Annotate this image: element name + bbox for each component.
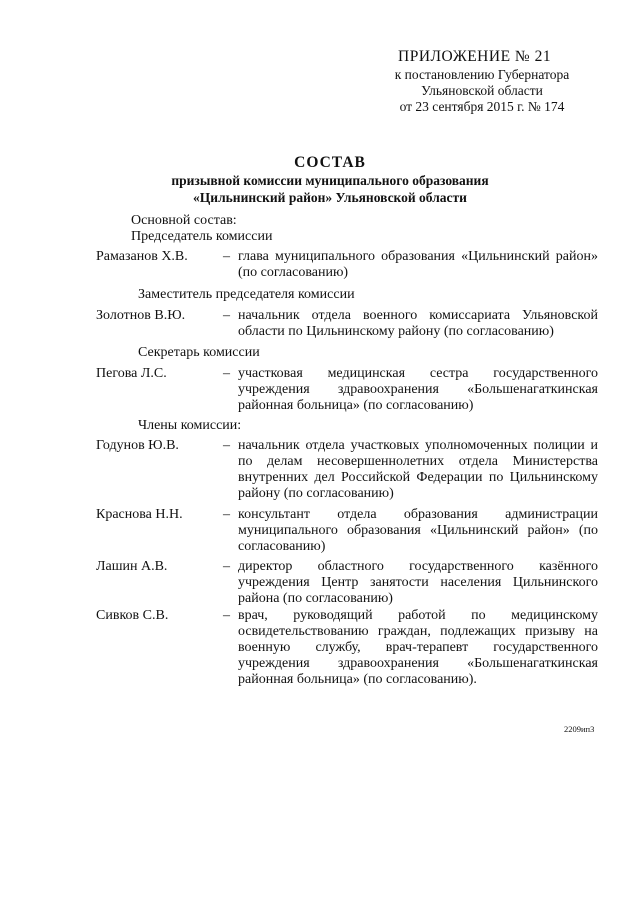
section-deputy: Заместитель председателя комиссии (138, 287, 355, 302)
member-entry (96, 608, 598, 688)
member-entry-deputy (96, 308, 598, 340)
title-line-district: «Цильнинский район» Ульяновской области (193, 190, 467, 205)
section-members: Члены комиссии: (138, 418, 242, 433)
member-position: участковая медицинская сестра государственного учреждения здравоохранения «Большенагаткинская районная больница» (по согласованию) (238, 366, 598, 413)
dash-separator: – (223, 366, 230, 381)
member-entry (96, 438, 598, 502)
dash-separator: – (223, 507, 230, 522)
section-secretary: Секретарь комиссии (138, 345, 260, 360)
member-name: Рамазанов Х.В. (96, 249, 188, 264)
title-main: СОСТАВ (294, 154, 366, 171)
member-name: Сивков С.В. (96, 608, 169, 623)
resolution-line: Ульяновской области (421, 83, 543, 98)
dash-separator: – (223, 438, 230, 453)
section-chairman: Председатель комиссии (131, 229, 273, 244)
dash-separator: – (223, 559, 230, 574)
member-name: Краснова Н.Н. (96, 507, 183, 522)
member-position: начальник отдела участковых уполномоченных полиции и по делам несовершеннолетних отдела Министерства внутренних дел Российской Федерации по Цильнинскому району (по согласованию) (238, 438, 598, 501)
resolution-line: к постановлению Губернатора (394, 67, 570, 82)
dash-separator: – (223, 608, 230, 623)
member-entry (96, 507, 598, 555)
document-code: 2209ип3 (564, 724, 595, 734)
member-position: глава муниципального образования «Цильнинский район» (по согласованию) (238, 249, 598, 280)
member-position: врач, руководящий работой по медицинскому освидетельствованию граждан, подлежащих призыву на военную службу, врач-терапевт государственного учреждения здравоохранения «Большенагаткинская районная больница» (по согласованию). (238, 608, 598, 687)
member-position: консультант отдела образования администрации муниципального образования «Цильнинский район» (по согласованию) (238, 507, 598, 554)
appendix-heading: ПРИЛОЖЕНИЕ № 21 (398, 48, 552, 65)
member-name: Годунов Ю.В. (96, 438, 179, 453)
section-main-composition: Основной состав: (131, 213, 237, 228)
member-position: начальник отдела военного комиссариата Ульяновской области по Цильнинскому району (по согласованию) (238, 308, 598, 339)
dash-separator: – (223, 308, 230, 323)
resolution-reference (372, 67, 592, 115)
title-line-commission: призывной комиссии муниципального образования (171, 173, 489, 188)
member-name: Пегова Л.С. (96, 366, 167, 381)
member-entry-secretary (96, 366, 598, 414)
member-name: Лашин А.В. (96, 559, 168, 574)
dash-separator: – (223, 249, 230, 264)
member-entry-chairman (96, 249, 598, 281)
member-name: Золотнов В.Ю. (96, 308, 186, 323)
member-position: директор областного государственного казённого учреждения Центр занятости населения Цильнинского района (по согласованию) (238, 559, 598, 606)
resolution-date-line: от 23 сентября 2015 г. № 174 (399, 99, 565, 114)
document-title (90, 153, 570, 206)
member-entry (96, 559, 598, 607)
